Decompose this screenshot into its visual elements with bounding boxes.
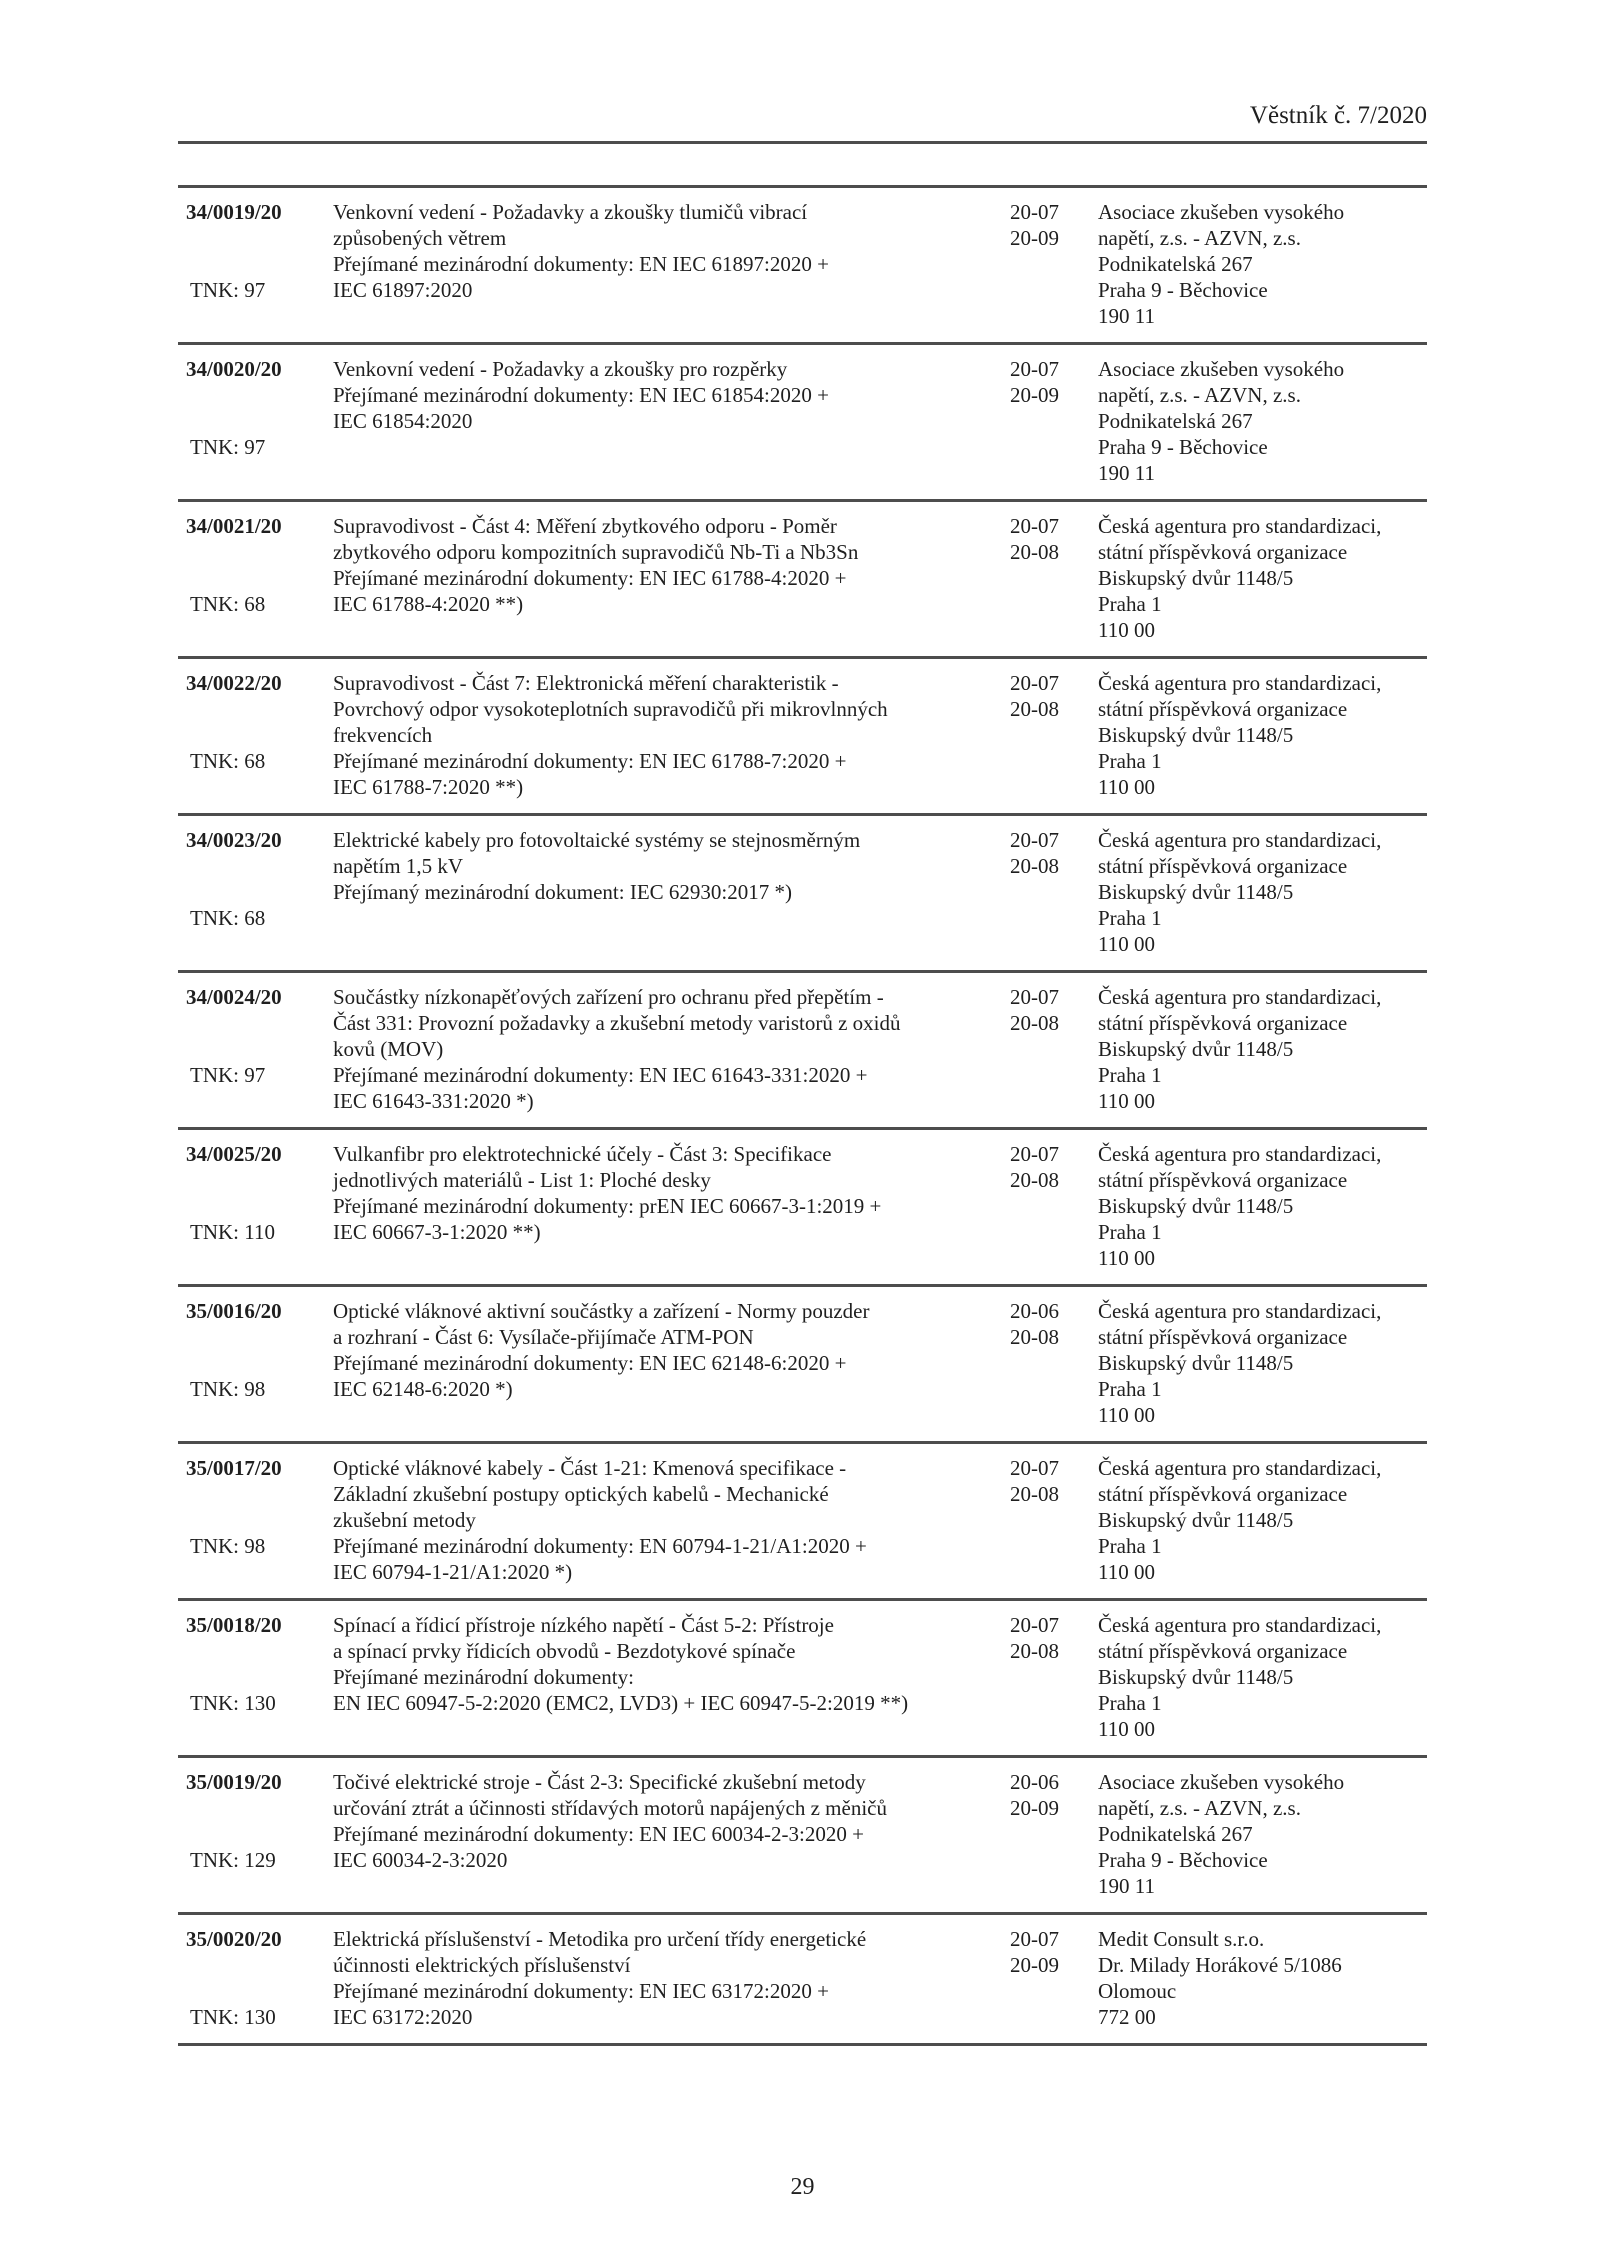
row-description [333, 1769, 1010, 1899]
row-description [333, 199, 1010, 329]
row-dates [1010, 984, 1098, 1114]
row-organization [1098, 670, 1427, 800]
organization-line: Biskupský dvůr 1148/5 [1098, 723, 1294, 747]
description-line: frekvencích [333, 723, 433, 747]
organization-line: 772 00 [1098, 2005, 1156, 2029]
description-line: a rozhraní - Část 6: Vysílače-přijímače ATM-PON [333, 1325, 754, 1349]
row-id: 34/0019/20 [186, 200, 282, 224]
date-value: 20-06 [1010, 1770, 1059, 1794]
row-dates [1010, 1298, 1098, 1428]
table-row [178, 345, 1427, 502]
description-line: Část 331: Provozní požadavky a zkušební metody varistorů z oxidů [333, 1011, 901, 1035]
row-id-column [178, 670, 333, 800]
document-page [178, 0, 1427, 2201]
row-tnk: TNK: 110 [190, 1220, 275, 1244]
organization-line: 110 00 [1098, 1089, 1155, 1113]
row-organization [1098, 1612, 1427, 1742]
description-line: EN IEC 60947-5-2:2020 (EMC2, LVD3) + IEC 60947-5-2:2019 **) [333, 1691, 909, 1715]
organization-line: napětí, z.s. - AZVN, z.s. [1098, 383, 1301, 407]
gazette-title: Věstník č. 7/2020 [1249, 102, 1427, 129]
description-line: a spínací prvky řídicích obvodů - Bezdotykové spínače [333, 1639, 796, 1663]
row-description [333, 1141, 1010, 1271]
organization-line: Praha 1 [1098, 906, 1162, 930]
date-value: 20-09 [1010, 1796, 1059, 1820]
description-line: Přejímané mezinárodní dokumenty: EN IEC 61643-331:2020 + [333, 1063, 868, 1087]
organization-line: Biskupský dvůr 1148/5 [1098, 1508, 1294, 1532]
organization-line: Podnikatelská 267 [1098, 1822, 1253, 1846]
organization-line: Praha 1 [1098, 1377, 1162, 1401]
row-description [333, 984, 1010, 1114]
row-id-column [178, 1298, 333, 1428]
description-line: určování ztrát a účinnosti střídavých motorů napájených z měničů [333, 1796, 887, 1820]
description-line: zbytkového odporu kompozitních supravodičů Nb-Ti a Nb3Sn [333, 540, 859, 564]
date-value: 20-07 [1010, 1927, 1059, 1951]
date-value: 20-07 [1010, 1613, 1059, 1637]
row-description [333, 513, 1010, 643]
organization-line: Medit Consult s.r.o. [1098, 1927, 1265, 1951]
description-line: Přejímané mezinárodní dokumenty: EN IEC 60034-2-3:2020 + [333, 1822, 864, 1846]
row-description [333, 1926, 1010, 2030]
row-tnk: TNK: 130 [190, 2005, 276, 2029]
date-value: 20-07 [1010, 671, 1059, 695]
organization-line: Česká agentura pro standardizaci, [1098, 985, 1382, 1009]
organization-line: Praha 9 - Běchovice [1098, 435, 1268, 459]
row-dates [1010, 1769, 1098, 1899]
date-value: 20-07 [1010, 985, 1059, 1009]
organization-line: státní příspěvková organizace [1098, 1011, 1348, 1035]
row-id: 35/0018/20 [186, 1613, 282, 1637]
organization-line: Česká agentura pro standardizaci, [1098, 828, 1382, 852]
date-value: 20-07 [1010, 1456, 1059, 1480]
row-description [333, 356, 1010, 486]
organization-line: Praha 9 - Běchovice [1098, 278, 1268, 302]
organization-line: státní příspěvková organizace [1098, 697, 1348, 721]
date-value: 20-07 [1010, 200, 1059, 224]
date-value: 20-08 [1010, 1482, 1059, 1506]
organization-line: 110 00 [1098, 1560, 1155, 1584]
description-line: Přejímané mezinárodní dokumenty: prEN IEC 60667-3-1:2019 + [333, 1194, 882, 1218]
row-organization [1098, 199, 1427, 329]
description-line: IEC 61788-7:2020 **) [333, 775, 524, 799]
description-line: Přejímané mezinárodní dokumenty: EN IEC 62148-6:2020 + [333, 1351, 847, 1375]
table-row [178, 1287, 1427, 1444]
row-description [333, 670, 1010, 800]
row-id: 35/0017/20 [186, 1456, 282, 1480]
row-dates [1010, 1926, 1098, 2030]
date-value: 20-08 [1010, 854, 1059, 878]
organization-line: Dr. Milady Horákové 5/1086 [1098, 1953, 1342, 1977]
organization-line: Praha 1 [1098, 592, 1162, 616]
row-tnk: TNK: 68 [190, 749, 266, 773]
organization-line: Česká agentura pro standardizaci, [1098, 1299, 1382, 1323]
description-line: Přejímané mezinárodní dokumenty: [333, 1665, 634, 1689]
organization-line: Praha 1 [1098, 1063, 1162, 1087]
organization-line: Biskupský dvůr 1148/5 [1098, 880, 1294, 904]
page-header [178, 0, 1427, 132]
date-value: 20-07 [1010, 1142, 1059, 1166]
row-id: 35/0016/20 [186, 1299, 282, 1323]
date-value: 20-06 [1010, 1299, 1059, 1323]
row-id: 34/0024/20 [186, 985, 282, 1009]
row-organization [1098, 1298, 1427, 1428]
row-tnk: TNK: 98 [190, 1534, 266, 1558]
organization-line: 110 00 [1098, 618, 1155, 642]
organization-line: napětí, z.s. - AZVN, z.s. [1098, 1796, 1301, 1820]
date-value: 20-07 [1010, 357, 1059, 381]
row-description [333, 827, 1010, 957]
description-line: IEC 61643-331:2020 *) [333, 1089, 534, 1113]
organization-line: Asociace zkušeben vysokého [1098, 1770, 1345, 1794]
description-line: IEC 60794-1-21/A1:2020 *) [333, 1560, 573, 1584]
row-id-column [178, 1769, 333, 1899]
date-value: 20-08 [1010, 1011, 1059, 1035]
description-line: kovů (MOV) [333, 1037, 444, 1061]
row-organization [1098, 513, 1427, 643]
table-row [178, 502, 1427, 659]
organization-line: Česká agentura pro standardizaci, [1098, 671, 1382, 695]
date-value: 20-08 [1010, 697, 1059, 721]
description-line: Spínací a řídicí přístroje nízkého napětí - Část 5-2: Přístroje [333, 1613, 834, 1637]
page-number: 29 [790, 2174, 815, 2200]
row-description [333, 1298, 1010, 1428]
row-id-column [178, 1926, 333, 2030]
description-line: IEC 60034-2-3:2020 [333, 1848, 508, 1872]
description-line: Povrchový odpor vysokoteplotních supravodičů při mikrovlnných [333, 697, 888, 721]
table-row [178, 816, 1427, 973]
organization-line: Olomouc [1098, 1979, 1177, 2003]
description-line: Venkovní vedení - Požadavky a zkoušky tlumičů vibrací [333, 200, 808, 224]
organization-line: Praha 1 [1098, 1220, 1162, 1244]
row-dates [1010, 356, 1098, 486]
description-line: Přejímané mezinárodní dokumenty: EN IEC 61788-4:2020 + [333, 566, 847, 590]
organization-line: Biskupský dvůr 1148/5 [1098, 1194, 1294, 1218]
date-value: 20-07 [1010, 828, 1059, 852]
description-line: Vulkanfibr pro elektrotechnické účely - Část 3: Specifikace [333, 1142, 832, 1166]
description-line: Supravodivost - Část 7: Elektronická měření charakteristik - [333, 671, 839, 695]
organization-line: 190 11 [1098, 304, 1155, 328]
organization-line: 190 11 [1098, 1874, 1155, 1898]
organization-line: Česká agentura pro standardizaci, [1098, 1456, 1382, 1480]
description-line: Supravodivost - Část 4: Měření zbytkového odporu - Poměr [333, 514, 837, 538]
organization-line: Praha 1 [1098, 749, 1162, 773]
row-tnk: TNK: 97 [190, 435, 266, 459]
table-row [178, 1601, 1427, 1758]
description-line: napětím 1,5 kV [333, 854, 464, 878]
row-id-column [178, 1141, 333, 1271]
organization-line: státní příspěvková organizace [1098, 1639, 1348, 1663]
description-line: IEC 61897:2020 [333, 278, 473, 302]
row-dates [1010, 1455, 1098, 1585]
table-row [178, 188, 1427, 345]
description-line: Elektrická příslušenství - Metodika pro určení třídy energetické [333, 1927, 867, 1951]
row-tnk: TNK: 68 [190, 592, 266, 616]
description-line: IEC 61854:2020 [333, 409, 473, 433]
description-line: Přejímaný mezinárodní dokument: IEC 62930:2017 *) [333, 880, 793, 904]
row-id: 35/0020/20 [186, 1927, 282, 1951]
row-id-column [178, 1612, 333, 1742]
organization-line: Praha 1 [1098, 1691, 1162, 1715]
row-dates [1010, 670, 1098, 800]
organization-line: Česká agentura pro standardizaci, [1098, 514, 1382, 538]
description-line: Přejímané mezinárodní dokumenty: EN IEC 61854:2020 + [333, 383, 829, 407]
row-tnk: TNK: 97 [190, 278, 266, 302]
row-tnk: TNK: 130 [190, 1691, 276, 1715]
standards-table [178, 185, 1427, 2046]
organization-line: 110 00 [1098, 1246, 1155, 1270]
organization-line: 110 00 [1098, 775, 1155, 799]
row-tnk: TNK: 68 [190, 906, 266, 930]
organization-line: Asociace zkušeben vysokého [1098, 200, 1345, 224]
description-line: účinnosti elektrických příslušenství [333, 1953, 631, 1977]
table-row [178, 659, 1427, 816]
row-id: 34/0023/20 [186, 828, 282, 852]
row-id-column [178, 513, 333, 643]
organization-line: Praha 9 - Běchovice [1098, 1848, 1268, 1872]
row-id-column [178, 984, 333, 1114]
organization-line: 110 00 [1098, 1403, 1155, 1427]
table-row [178, 1444, 1427, 1601]
description-line: IEC 60667-3-1:2020 **) [333, 1220, 541, 1244]
row-tnk: TNK: 97 [190, 1063, 266, 1087]
description-line: Základní zkušební postupy optických kabelů - Mechanické [333, 1482, 829, 1506]
description-line: Točivé elektrické stroje - Část 2-3: Specifické zkušební metody [333, 1770, 866, 1794]
table-row [178, 973, 1427, 1130]
date-value: 20-09 [1010, 383, 1059, 407]
description-line: způsobených větrem [333, 226, 507, 250]
organization-line: Biskupský dvůr 1148/5 [1098, 1351, 1294, 1375]
organization-line: Česká agentura pro standardizaci, [1098, 1613, 1382, 1637]
date-value: 20-08 [1010, 1168, 1059, 1192]
row-tnk: TNK: 98 [190, 1377, 266, 1401]
row-id-column [178, 356, 333, 486]
organization-line: státní příspěvková organizace [1098, 540, 1348, 564]
organization-line: státní příspěvková organizace [1098, 1482, 1348, 1506]
table-row [178, 1915, 1427, 2046]
description-line: Venkovní vedení - Požadavky a zkoušky pro rozpěrky [333, 357, 788, 381]
row-dates [1010, 199, 1098, 329]
row-id-column [178, 199, 333, 329]
row-organization [1098, 984, 1427, 1114]
row-id-column [178, 827, 333, 957]
description-line: Přejímané mezinárodní dokumenty: EN IEC 63172:2020 + [333, 1979, 829, 2003]
row-id: 35/0019/20 [186, 1770, 282, 1794]
organization-line: napětí, z.s. - AZVN, z.s. [1098, 226, 1301, 250]
organization-line: Podnikatelská 267 [1098, 409, 1253, 433]
row-id: 34/0020/20 [186, 357, 282, 381]
organization-line: Biskupský dvůr 1148/5 [1098, 1037, 1294, 1061]
organization-line: Česká agentura pro standardizaci, [1098, 1142, 1382, 1166]
row-tnk: TNK: 129 [190, 1848, 276, 1872]
organization-line: Asociace zkušeben vysokého [1098, 357, 1345, 381]
description-line: Přejímané mezinárodní dokumenty: EN IEC 61788-7:2020 + [333, 749, 847, 773]
date-value: 20-09 [1010, 226, 1059, 250]
row-id: 34/0021/20 [186, 514, 282, 538]
organization-line: Biskupský dvůr 1148/5 [1098, 1665, 1294, 1689]
table-row [178, 1130, 1427, 1287]
description-line: IEC 63172:2020 [333, 2005, 473, 2029]
row-dates [1010, 513, 1098, 643]
row-dates [1010, 1141, 1098, 1271]
date-value: 20-09 [1010, 1953, 1059, 1977]
description-line: jednotlivých materiálů - List 1: Ploché desky [333, 1168, 711, 1192]
organization-line: 190 11 [1098, 461, 1155, 485]
organization-line: Biskupský dvůr 1148/5 [1098, 566, 1294, 590]
row-id: 34/0022/20 [186, 671, 282, 695]
row-organization [1098, 827, 1427, 957]
organization-line: 110 00 [1098, 932, 1155, 956]
organization-line: Podnikatelská 267 [1098, 252, 1253, 276]
row-organization [1098, 356, 1427, 486]
organization-line: Praha 1 [1098, 1534, 1162, 1558]
date-value: 20-08 [1010, 1325, 1059, 1349]
table-row [178, 1758, 1427, 1915]
row-description [333, 1455, 1010, 1585]
organization-line: 110 00 [1098, 1717, 1155, 1741]
date-value: 20-08 [1010, 540, 1059, 564]
date-value: 20-07 [1010, 514, 1059, 538]
row-description [333, 1612, 1010, 1742]
description-line: Elektrické kabely pro fotovoltaické systémy se stejnosměrným [333, 828, 861, 852]
description-line: Optické vláknové kabely - Část 1-21: Kmenová specifikace - [333, 1456, 847, 1480]
row-dates [1010, 1612, 1098, 1742]
organization-line: státní příspěvková organizace [1098, 1325, 1348, 1349]
header-divider [178, 141, 1427, 144]
description-line: Přejímané mezinárodní dokumenty: EN IEC 61897:2020 + [333, 252, 829, 276]
row-organization [1098, 1926, 1427, 2030]
description-line: IEC 61788-4:2020 **) [333, 592, 524, 616]
row-organization [1098, 1141, 1427, 1271]
description-line: IEC 62148-6:2020 *) [333, 1377, 513, 1401]
row-id: 34/0025/20 [186, 1142, 282, 1166]
row-dates [1010, 827, 1098, 957]
row-id-column [178, 1455, 333, 1585]
organization-line: státní příspěvková organizace [1098, 854, 1348, 878]
description-line: Přejímané mezinárodní dokumenty: EN 60794-1-21/A1:2020 + [333, 1534, 867, 1558]
description-line: Optické vláknové aktivní součástky a zařízení - Normy pouzder [333, 1299, 870, 1323]
row-organization [1098, 1455, 1427, 1585]
organization-line: státní příspěvková organizace [1098, 1168, 1348, 1192]
description-line: Součástky nízkonapěťových zařízení pro ochranu před přepětím - [333, 985, 884, 1009]
description-line: zkušební metody [333, 1508, 476, 1532]
row-organization [1098, 1769, 1427, 1899]
date-value: 20-08 [1010, 1639, 1059, 1663]
